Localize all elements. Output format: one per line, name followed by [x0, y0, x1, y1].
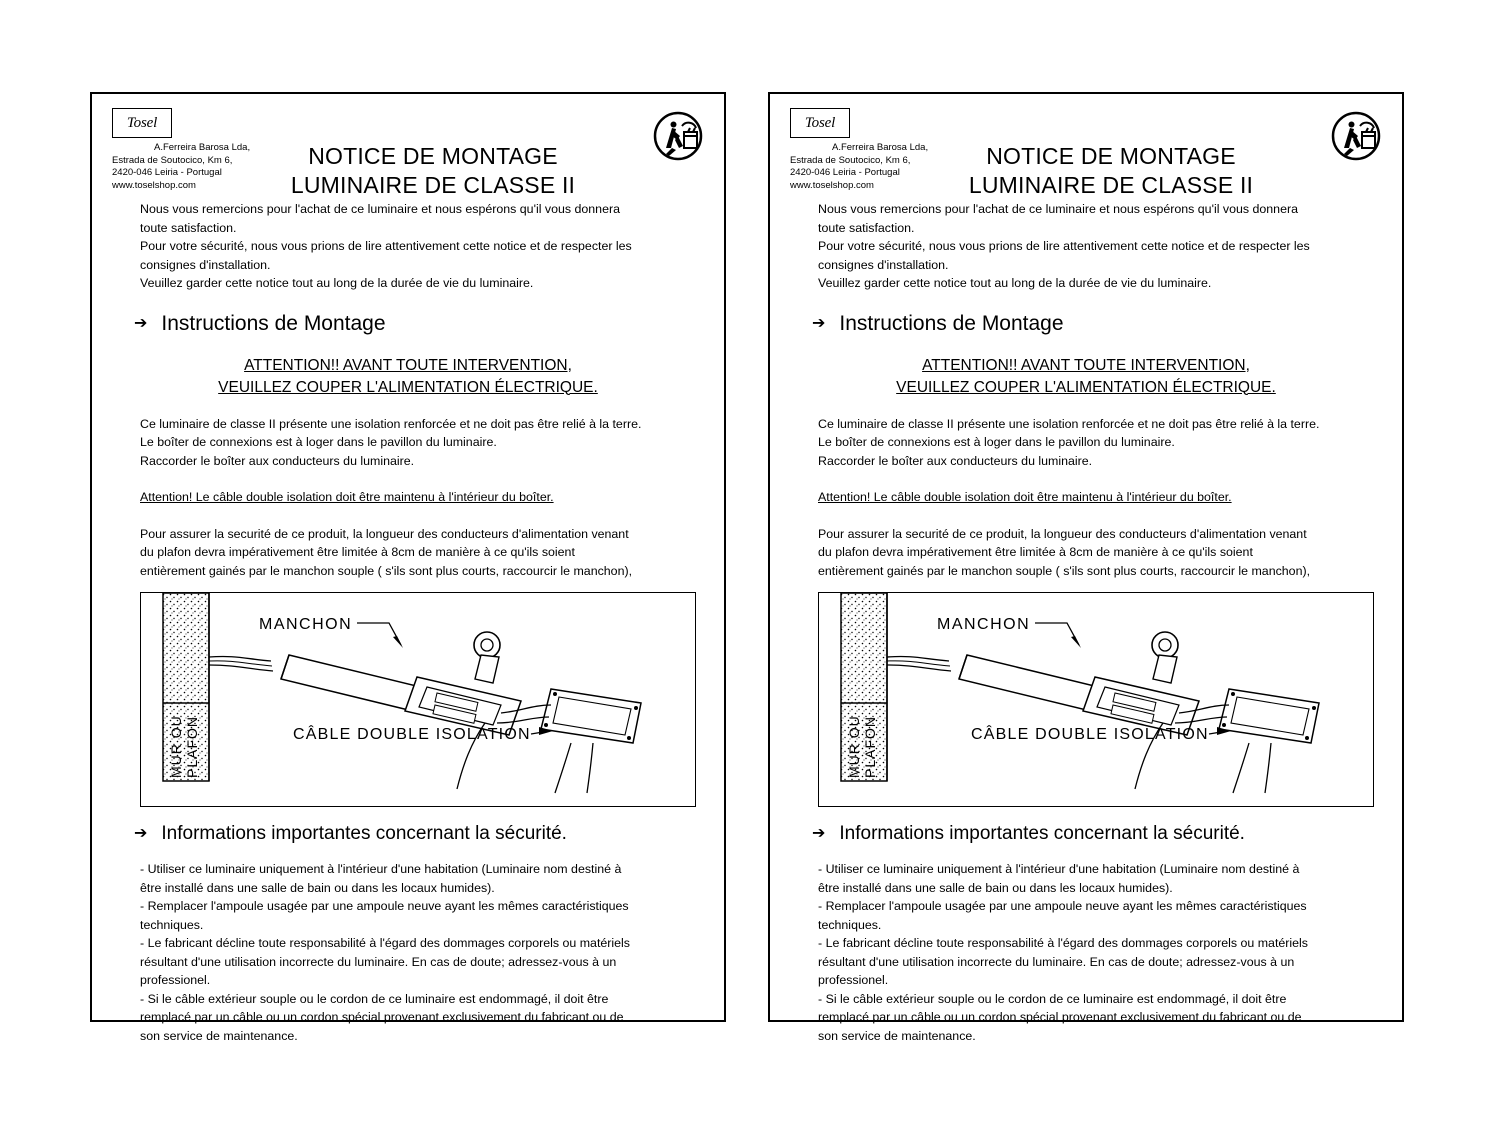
address-line-3: 2420-046 Leiria - Portugal — [112, 167, 222, 178]
class2-line-2: Le boîter de connexions est à loger dans le pavillon du luminaire. — [140, 435, 497, 449]
safety-items — [106, 860, 710, 1045]
length-line-1: Pour assurer la securité de ce produit, la longueur des conducteurs d'alimentation venant — [140, 526, 629, 541]
recycle-bin-icon — [1330, 110, 1382, 162]
section-montage-title: Instructions de Montage — [839, 311, 1064, 335]
section-montage-heading — [812, 311, 1388, 337]
address-line-2: Estrada de Soutocico, Km 6, — [790, 154, 911, 166]
safety-line-6: résultant d'une utilisation incorrecte du luminaire. En cas de doute; adressez-vous à un — [140, 954, 617, 969]
brand-logo — [112, 108, 172, 138]
svg-text:PLAFON: PLAFON — [184, 715, 200, 778]
title-line-1: NOTICE DE MONTAGE — [308, 143, 558, 169]
title-line-2: LUMINAIRE DE CLASSE II — [968, 172, 1254, 198]
intro-paragraph — [784, 200, 1388, 293]
intro-line-1: Nous vous remercions pour l'achat de ce luminaire et nous espérons qu'il vous donnera — [140, 202, 620, 216]
brand-logo-text: Tosel — [126, 114, 158, 131]
safety-line-1: - Utiliser ce luminaire uniquement à l'intérieur d'une habitation (Luminaire nom destiné à — [818, 862, 1300, 876]
attention-notice — [784, 355, 1388, 399]
svg-text:MUR OU: MUR OU — [168, 715, 184, 778]
safety-line-8: - Si le câble extérieur souple ou le cordon de ce luminaire est endommagé, il doit être — [140, 991, 609, 1006]
safety-line-3: - Remplacer l'ampoule usagée par une ampoule neuve ayant les mêmes caractéristiques — [818, 899, 1307, 913]
cable-warning-text: Attention! Le câble double isolation doit être maintenu à l'intérieur du boîter. — [140, 490, 554, 504]
safety-line-4: techniques. — [818, 917, 882, 932]
recycle-bin-icon — [652, 110, 704, 162]
cable-warning-note — [106, 488, 710, 507]
address-line-2: Estrada de Soutocico, Km 6, — [112, 154, 233, 166]
safety-line-3: - Remplacer l'ampoule usagée par une ampoule neuve ayant les mêmes caractéristiques — [140, 899, 629, 913]
length-line-3: entièrement gainés par le manchon souple ( s'ils sont plus courts, raccourcir le manchon), — [818, 563, 1311, 578]
class2-line-1: Ce luminaire de classe II présente une isolation renforcée et ne doit pas être relié à la terre. — [818, 416, 1320, 431]
document-header — [784, 104, 1388, 198]
cable-warning-note — [784, 488, 1388, 507]
safety-line-4: techniques. — [140, 917, 204, 932]
address-line-1: A.Ferreira Barosa Lda, — [154, 142, 251, 153]
arrow-icon: ➔ — [134, 824, 148, 842]
svg-text:MANCHON: MANCHON — [937, 616, 1031, 633]
page-title — [226, 142, 640, 200]
safety-line-8: - Si le câble extérieur souple ou le cordon de ce luminaire est endommagé, il doit être — [818, 991, 1287, 1006]
svg-text:MANCHON: MANCHON — [259, 616, 353, 633]
arrow-icon: ➔ — [134, 314, 148, 332]
safety-line-9: remplacé par un câble ou un cordon spécial provenant exclusivement du fabricant ou de — [140, 1010, 624, 1024]
svg-text:CÂBLE DOUBLE ISOLATION: CÂBLE DOUBLE ISOLATION — [293, 726, 531, 743]
section-securite-heading — [812, 821, 1388, 846]
class2-line-3: Raccorder le boîter aux conducteurs du luminaire. — [818, 453, 1093, 468]
intro-line-4: consignes d'installation. — [140, 257, 271, 272]
svg-text:CÂBLE DOUBLE ISOLATION: CÂBLE DOUBLE ISOLATION — [971, 726, 1209, 743]
class2-line-1: Ce luminaire de classe II présente une isolation renforcée et ne doit pas être relié à la terre. — [140, 416, 642, 431]
intro-line-1: Nous vous remercions pour l'achat de ce luminaire et nous espérons qu'il vous donnera — [818, 202, 1298, 216]
safety-line-7: professionel. — [140, 973, 211, 987]
address-line-1: A.Ferreira Barosa Lda, — [832, 142, 929, 153]
section-montage-title: Instructions de Montage — [161, 311, 386, 335]
section-securite-title: Informations importantes concernant la sécurité. — [161, 823, 567, 844]
safety-items — [784, 860, 1388, 1045]
safety-line-1: - Utiliser ce luminaire uniquement à l'intérieur d'une habitation (Luminaire nom destiné à — [140, 862, 622, 876]
length-paragraph — [784, 525, 1388, 581]
arrow-icon: ➔ — [812, 314, 826, 332]
safety-line-10: son service de maintenance. — [818, 1028, 976, 1043]
safety-line-2: être installé dans une salle de bain ou dans les locaux humides). — [818, 880, 1173, 895]
attention-notice — [106, 355, 710, 399]
installation-diagram — [818, 592, 1374, 807]
intro-line-5: Veuillez garder cette notice tout au long de la durée de vie du luminaire. — [818, 276, 1212, 290]
address-line-3: 2420-046 Leiria - Portugal — [790, 167, 900, 178]
section-securite-heading — [134, 821, 710, 846]
safety-line-10: son service de maintenance. — [140, 1028, 298, 1043]
safety-line-6: résultant d'une utilisation incorrecte du luminaire. En cas de doute; adressez-vous à un — [818, 954, 1295, 969]
installation-diagram — [140, 592, 696, 807]
section-montage-heading — [134, 311, 710, 337]
class2-line-3: Raccorder le boîter aux conducteurs du luminaire. — [140, 453, 415, 468]
length-line-1: Pour assurer la securité de ce produit, la longueur des conducteurs d'alimentation venant — [818, 526, 1307, 541]
attention-line-1: ATTENTION!! AVANT TOUTE INTERVENTION, — [922, 356, 1250, 374]
safety-line-7: professionel. — [818, 973, 889, 987]
notice-sheet-right — [768, 92, 1404, 1043]
brand-logo-text: Tosel — [804, 114, 836, 131]
svg-text:MUR OU: MUR OU — [846, 715, 862, 778]
intro-line-3: Pour votre sécurité, nous vous prions de lire attentivement cette notice et de respecter les — [818, 239, 1310, 253]
intro-line-2: toute satisfaction. — [140, 220, 237, 235]
class2-line-2: Le boîter de connexions est à loger dans le pavillon du luminaire. — [818, 435, 1175, 449]
safety-line-2: être installé dans une salle de bain ou dans les locaux humides). — [140, 880, 495, 895]
intro-line-2: toute satisfaction. — [818, 220, 915, 235]
intro-line-3: Pour votre sécurité, nous vous prions de lire attentivement cette notice et de respecter les — [140, 239, 632, 253]
page-title — [904, 142, 1318, 200]
safety-line-9: remplacé par un câble ou un cordon spécial provenant exclusivement du fabricant ou de — [818, 1010, 1302, 1024]
title-line-2: LUMINAIRE DE CLASSE II — [290, 172, 576, 198]
attention-line-2: VEUILLEZ COUPER L'ALIMENTATION ÉLECTRIQUE. — [896, 378, 1276, 396]
svg-text:PLAFON: PLAFON — [862, 715, 878, 778]
attention-line-2: VEUILLEZ COUPER L'ALIMENTATION ÉLECTRIQUE. — [218, 378, 598, 396]
length-line-2: du plafon devra impérativement être limitée à 8cm de manière à ce qu'ils soient — [818, 545, 1253, 559]
section-securite-title: Informations importantes concernant la sécurité. — [839, 823, 1245, 844]
length-paragraph — [106, 525, 710, 581]
length-line-3: entièrement gainés par le manchon souple ( s'ils sont plus courts, raccourcir le manchon), — [140, 563, 633, 578]
brand-logo — [790, 108, 850, 138]
document-header — [106, 104, 710, 198]
address-line-4: www.toselshop.com — [790, 179, 874, 191]
class2-paragraph — [784, 415, 1388, 471]
notice-sheet-left — [90, 92, 726, 1043]
intro-line-5: Veuillez garder cette notice tout au long de la durée de vie du luminaire. — [140, 276, 534, 290]
title-line-1: NOTICE DE MONTAGE — [986, 143, 1236, 169]
safety-line-5: - Le fabricant décline toute responsabilité à l'égard des dommages corporels ou matériels — [140, 936, 630, 950]
attention-line-1: ATTENTION!! AVANT TOUTE INTERVENTION, — [244, 356, 572, 374]
safety-line-5: - Le fabricant décline toute responsabilité à l'égard des dommages corporels ou matériels — [818, 936, 1308, 950]
class2-paragraph — [106, 415, 710, 471]
cable-warning-text: Attention! Le câble double isolation doit être maintenu à l'intérieur du boîter. — [818, 490, 1232, 504]
intro-paragraph — [106, 200, 710, 293]
intro-line-4: consignes d'installation. — [818, 257, 949, 272]
address-line-4: www.toselshop.com — [112, 179, 196, 191]
length-line-2: du plafon devra impérativement être limitée à 8cm de manière à ce qu'ils soient — [140, 545, 575, 559]
arrow-icon: ➔ — [812, 824, 826, 842]
